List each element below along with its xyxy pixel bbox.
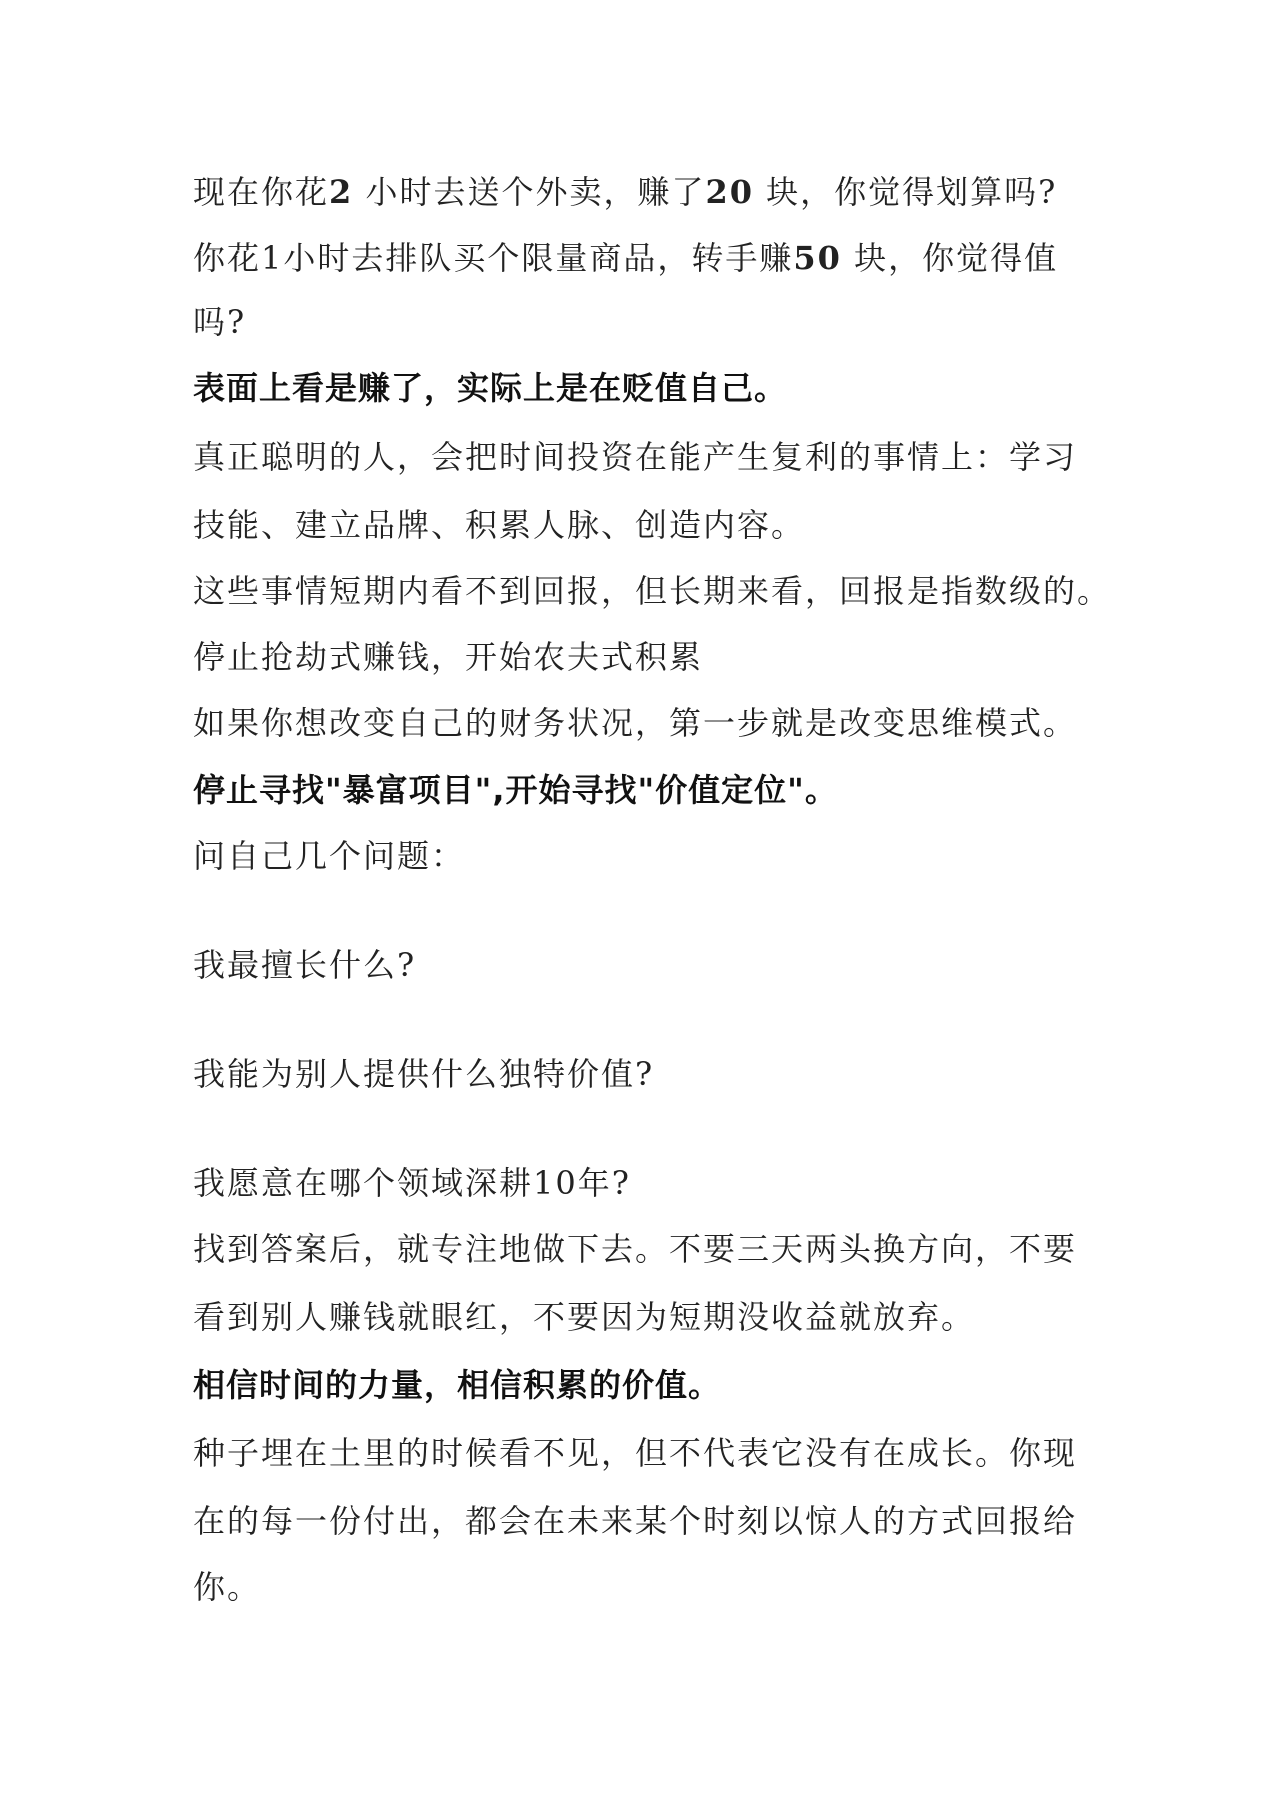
bold-heading-line: 相信时间的力量，相信积累的价值。 xyxy=(193,1366,722,1404)
question-line: 我愿意在哪个领域深耕10年? xyxy=(193,1164,631,1202)
text-line: 如果你想改变自己的财务状况，第一步就是改变思维模式。 xyxy=(193,704,1078,742)
text-segment: 块，你觉得划算吗? xyxy=(754,173,1058,211)
text-segment: 现在你花 xyxy=(193,173,330,211)
text-segment: 你花1小时去排队买个限量商品，转手赚 xyxy=(193,239,794,277)
emphasis-number: 50 xyxy=(793,239,842,277)
text-line-delivery-question xyxy=(193,172,1057,212)
emphasis-number: 20 xyxy=(705,173,754,211)
text-line: 技能、建立品牌、积累人脉、创造内容。 xyxy=(193,506,806,544)
text-line: 这些事情短期内看不到回报，但长期来看，回报是指数级的。 xyxy=(193,572,1112,610)
text-line: 看到别人赚钱就眼红，不要因为短期没收益就放弃。 xyxy=(193,1298,976,1336)
question-line: 我最擅长什么? xyxy=(193,946,417,984)
text-line: 在的每一份付出，都会在未来某个时刻以惊人的方式回报给 xyxy=(193,1502,1078,1540)
emphasis-number: 2 xyxy=(329,173,354,211)
text-line-queue-question xyxy=(193,238,1058,278)
bold-heading-line: 停止寻找"暴富项目",开始寻找"价值定位"。 xyxy=(193,771,838,809)
text-line: 问自己几个问题： xyxy=(193,837,466,875)
text-segment: 块，你觉得值 xyxy=(841,239,1059,277)
text-line: 真正聪明的人，会把时间投资在能产生复利的事情上：学习 xyxy=(193,438,1078,476)
bold-heading-line: 表面上看是赚了，实际上是在贬值自己。 xyxy=(193,369,788,407)
question-line: 我能为别人提供什么独特价值? xyxy=(193,1055,655,1093)
text-line: 你。 xyxy=(193,1568,262,1606)
text-line: 吗? xyxy=(193,303,247,341)
text-line: 种子埋在土里的时候看不见，但不代表它没有在成长。你现 xyxy=(193,1434,1078,1472)
text-segment: 小时去送个外卖，赚了 xyxy=(353,173,706,211)
text-line: 停止抢劫式赚钱，开始农夫式积累 xyxy=(193,638,704,676)
text-line: 找到答案后，就专注地做下去。不要三天两头换方向，不要 xyxy=(193,1230,1078,1268)
